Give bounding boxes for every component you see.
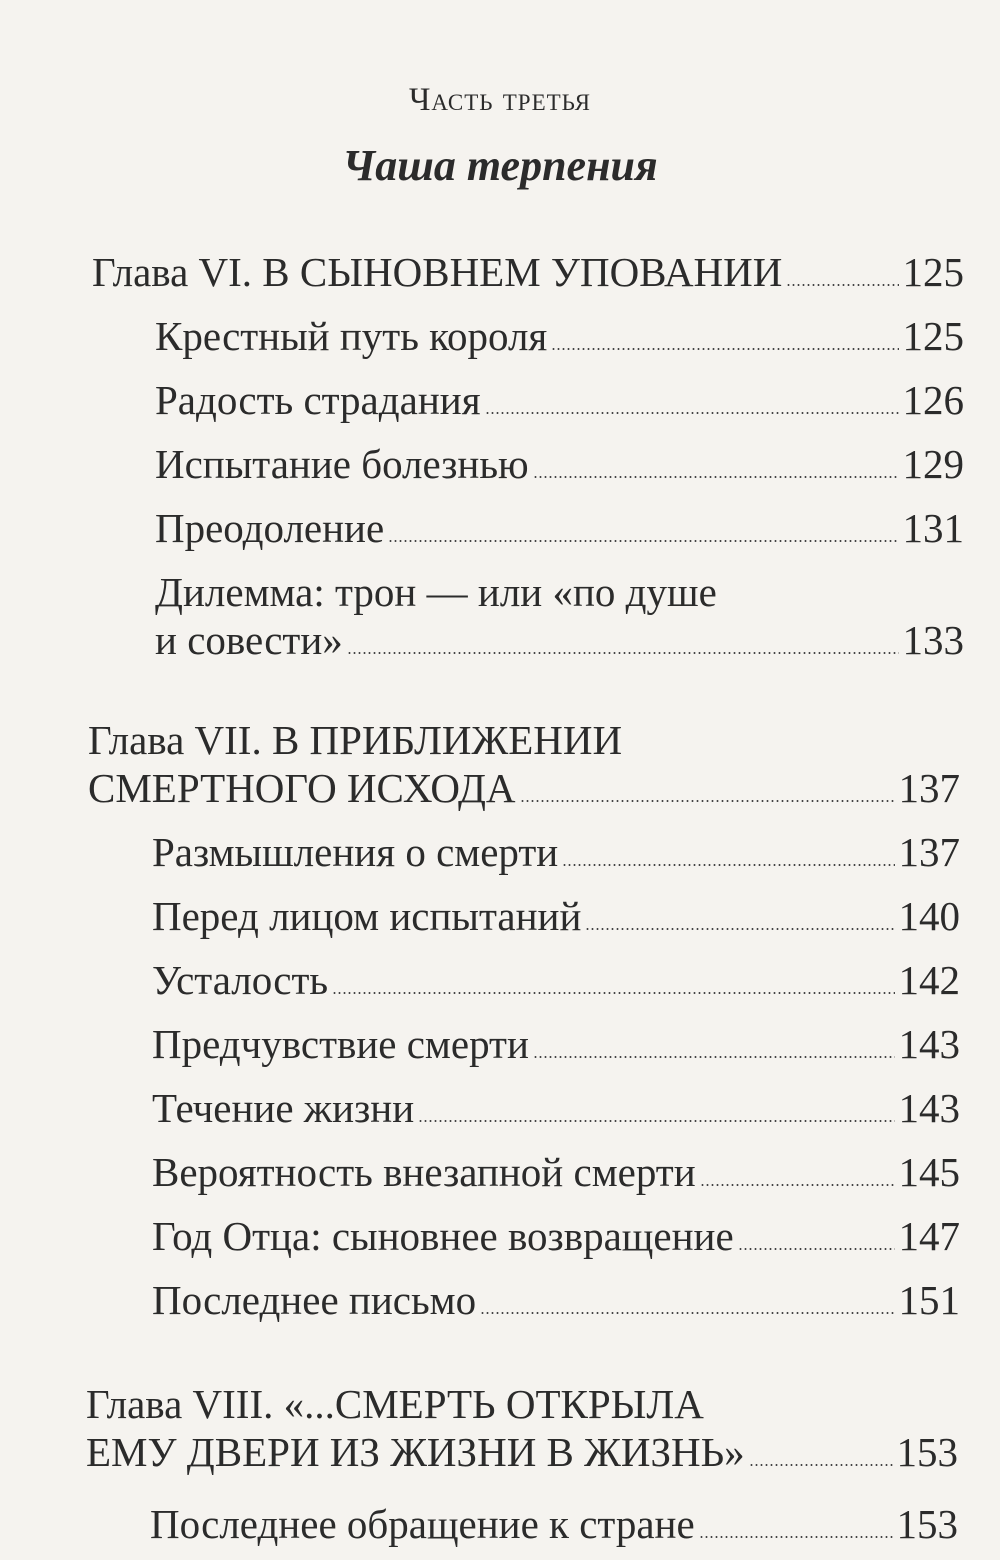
dot-leader (485, 412, 899, 414)
toc-entry-title: Усталость (152, 957, 329, 1003)
toc-entry-page: 131 (902, 505, 964, 551)
dot-leader (585, 928, 894, 930)
toc-entry-row[interactable] (152, 1276, 960, 1324)
toc-entry-page: 153 (896, 1501, 958, 1547)
toc-entry-title: и совести» (155, 617, 343, 663)
toc-entry-page: 142 (898, 957, 960, 1003)
toc-entry-page: 137 (898, 829, 960, 875)
toc-entry-row[interactable] (152, 1020, 960, 1068)
toc-entry-row[interactable] (152, 1084, 960, 1132)
toc-entry-page: 147 (898, 1213, 960, 1259)
toc-entry-page: 133 (902, 617, 964, 663)
dot-leader (700, 1184, 895, 1186)
toc-entry-row[interactable] (152, 1212, 960, 1260)
toc-entry-page: 151 (898, 1277, 960, 1323)
toc-entry-page: 143 (898, 1021, 960, 1067)
dot-leader (480, 1312, 894, 1314)
toc-entry-title: Предчувствие смерти (152, 1021, 529, 1067)
part-label: Часть третья (408, 82, 592, 118)
dot-leader (418, 1120, 894, 1122)
toc-entry-page: 140 (898, 893, 960, 939)
toc-entry-row[interactable] (152, 828, 960, 876)
toc-entry-row[interactable] (155, 376, 964, 424)
chapter-6-heading: Глава VI. В СЫНОВНЕМ УПОВАНИИ (92, 249, 783, 295)
toc-entry-row[interactable] (152, 892, 960, 940)
toc-entry-page: 145 (898, 1149, 960, 1195)
toc-entry-title-line1[interactable]: Дилемма: трон — или «по душе (155, 569, 717, 615)
toc-entry-title: Год Отца: сыновнее возвращение (152, 1213, 734, 1259)
toc-entry-row[interactable] (155, 312, 964, 360)
chapter-7-heading-line1[interactable]: Глава VII. В ПРИБЛИЖЕНИИ (88, 717, 623, 763)
toc-entry-title: Радость страдания (155, 377, 481, 423)
toc-entry-row[interactable] (152, 956, 960, 1004)
toc-entry-title: Размышления о смерти (152, 829, 559, 875)
dot-leader (388, 540, 898, 542)
dot-leader (786, 284, 898, 286)
toc-entry-title: Испытание болезнью (155, 441, 529, 487)
toc-entry-page: 125 (902, 313, 964, 359)
dot-leader (699, 1536, 893, 1538)
dot-leader (332, 992, 894, 994)
dot-leader (520, 800, 895, 802)
toc-entry-title: Вероятность внезапной смерти (152, 1149, 696, 1195)
part-title: Чаша терпения (342, 141, 658, 190)
toc-entry-title: Крестный путь короля (155, 313, 548, 359)
toc-entry-row[interactable] (155, 504, 964, 552)
dot-leader (347, 652, 899, 654)
dot-leader (562, 864, 894, 866)
toc-entry-page: 129 (902, 441, 964, 487)
toc-entry-title: Последнее обращение к стране (150, 1501, 695, 1547)
chapter-7-heading: СМЕРТНОГО ИСХОДА (88, 765, 516, 811)
dot-leader (533, 1056, 895, 1058)
toc-entry-row[interactable] (155, 616, 964, 664)
dot-leader (749, 1464, 893, 1466)
chapter-6-page: 125 (902, 249, 964, 295)
chapter-8-heading-line1[interactable]: Глава VIII. «...СМЕРТЬ ОТКРЫЛА (86, 1381, 704, 1427)
toc-entry-title: Течение жизни (152, 1085, 415, 1131)
chapter-7-page: 137 (898, 765, 960, 811)
dot-leader (551, 348, 898, 350)
toc-entry-page: 126 (902, 377, 964, 423)
toc-entry-row[interactable] (155, 440, 964, 488)
toc-entry-title: Преодоление (155, 505, 385, 551)
dot-leader (738, 1248, 895, 1250)
chapter-8-page: 153 (896, 1429, 958, 1475)
toc-entry-row[interactable] (150, 1500, 958, 1548)
chapter-7-row[interactable] (88, 764, 960, 812)
dot-leader (533, 476, 899, 478)
toc-entry-row[interactable] (152, 1148, 960, 1196)
chapter-8-row[interactable] (86, 1428, 958, 1476)
toc-entry-title: Перед лицом испытаний (152, 893, 582, 939)
chapter-6-row[interactable] (92, 248, 964, 296)
toc-entry-title: Последнее письмо (152, 1277, 477, 1323)
chapter-8-heading: ЕМУ ДВЕРИ ИЗ ЖИЗНИ В ЖИЗНЬ» (86, 1429, 745, 1475)
toc-entry-page: 143 (898, 1085, 960, 1131)
